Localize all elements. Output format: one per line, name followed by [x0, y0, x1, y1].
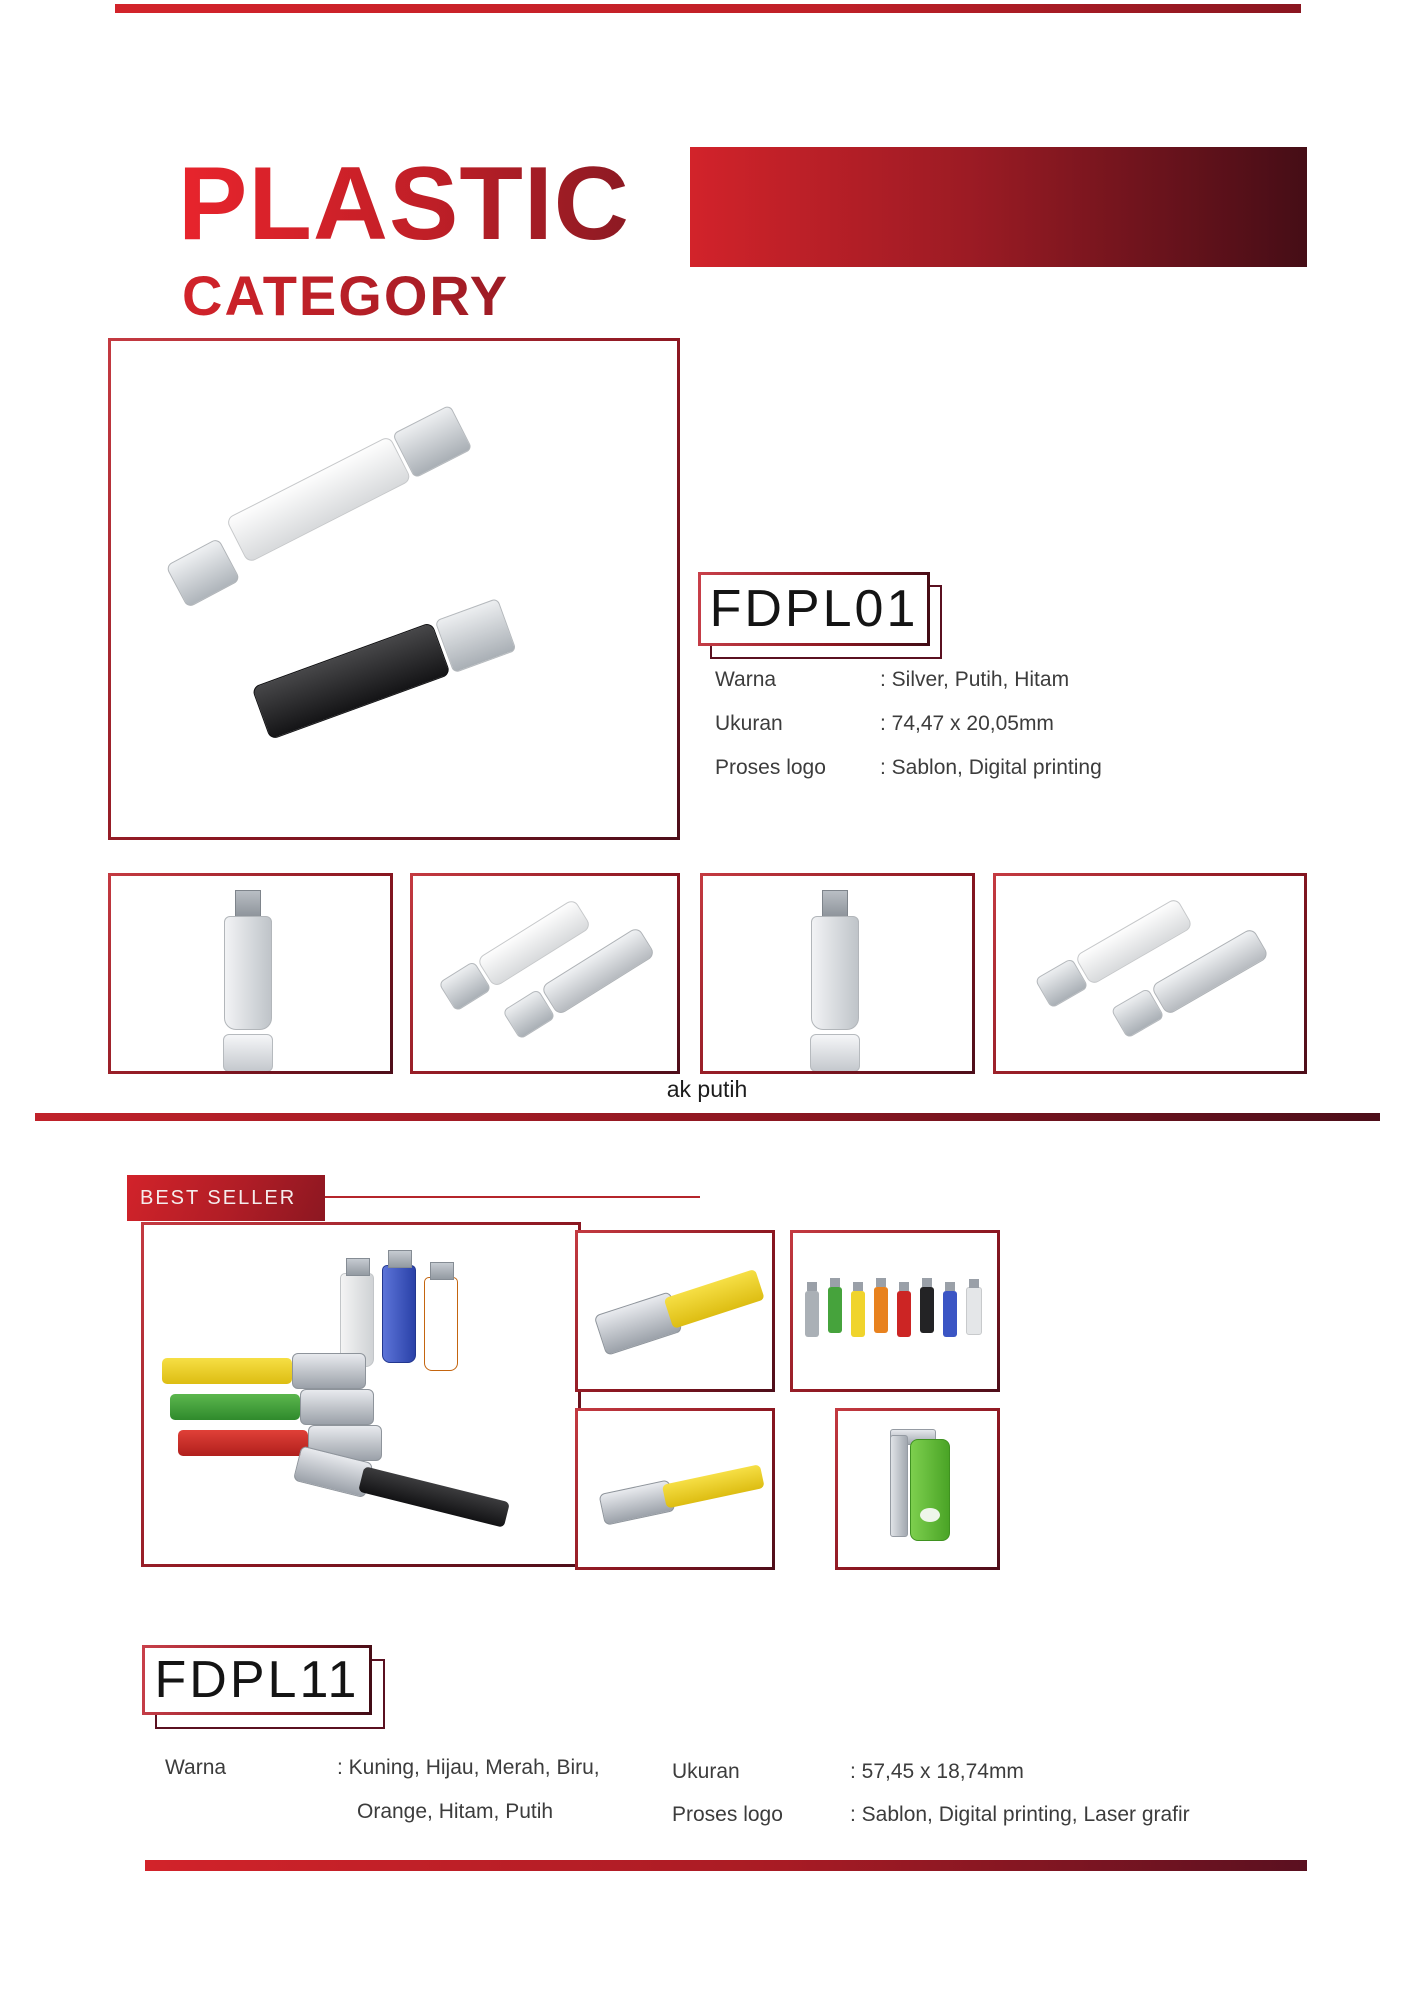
product-photo-fdpl01-thumb-3: [700, 873, 975, 1074]
photo-canvas: [413, 876, 677, 1071]
photo-canvas: [111, 341, 677, 837]
swivel-drive-black-graphic: [293, 1445, 511, 1532]
page-subtitle: CATEGORY: [182, 264, 510, 327]
mini-drive-orange-graphic: [874, 1287, 888, 1333]
mini-drive-black-graphic: [920, 1287, 934, 1333]
usb-cap-graphic: [223, 1034, 273, 1071]
mini-drive-red-graphic: [897, 1291, 911, 1337]
spec-value-warna: : Silver, Putih, Hitam: [880, 668, 1070, 691]
usb-drive-white-graphic: [225, 405, 472, 564]
swivel-drive-green-graphic: [178, 1389, 374, 1425]
usb-cap-graphic: [810, 1034, 860, 1071]
header-accent-rect: [690, 147, 1307, 267]
swivel-clip-arm-graphic: [890, 1435, 908, 1537]
product-code-box-fdpl11: [142, 1645, 372, 1715]
usb-connector-graphic: [430, 1262, 454, 1280]
product-photo-fdpl11-thumb-2: [790, 1230, 1000, 1392]
spec-value-proses-logo: : Sablon, Digital printing, Laser grafir: [850, 1803, 1190, 1826]
usb-connector-graphic: [346, 1258, 370, 1276]
usb-connector-graphic: [388, 1250, 412, 1268]
spec-value-ukuran: : 57,45 x 18,74mm: [850, 1760, 1024, 1783]
usb-drive-black-graphic: [251, 598, 516, 740]
photo-canvas: [838, 1411, 997, 1567]
best-seller-label: BEST SELLER: [140, 1186, 297, 1209]
top-accent-bar: [115, 4, 1301, 13]
product-photo-fdpl01-thumb-1: [108, 873, 393, 1074]
usb-connector-graphic: [822, 890, 848, 918]
section-divider-bar: [35, 1113, 1380, 1121]
product-photo-fdpl01-thumb-4: [993, 873, 1307, 1074]
best-seller-badge: [127, 1175, 325, 1221]
product-photo-fdpl01-main: [108, 338, 680, 840]
swivel-drive-yellow-graphic: [170, 1353, 366, 1389]
usb-drive-blue-upright-graphic: [382, 1265, 416, 1363]
usb-drive-silver-graphic: [224, 916, 272, 1030]
product-code: FDPL01: [701, 575, 927, 643]
mini-drive-white-graphic: [966, 1287, 982, 1335]
product-photo-fdpl11-thumb-3: [575, 1408, 775, 1570]
spec-value-proses-logo: : Sablon, Digital printing: [880, 756, 1102, 779]
product-photo-fdpl11-thumb-1: [575, 1230, 775, 1392]
swivel-drive-red-graphic: [186, 1425, 382, 1461]
spec-label-proses-logo: Proses logo: [672, 1803, 783, 1826]
spec-label-warna: Warna: [715, 668, 777, 691]
spec-value-warna-line2: Orange, Hitam, Putih: [357, 1800, 554, 1823]
swivel-drive-yellow-graphic: [594, 1264, 767, 1356]
usb-drive-silver-graphic: [811, 916, 859, 1030]
product-photo-fdpl11-main: [141, 1222, 581, 1567]
spec-label-ukuran: Ukuran: [672, 1760, 740, 1783]
product-photo-fdpl11-thumb-4: [835, 1408, 1000, 1570]
photo-canvas: [111, 876, 390, 1071]
swivel-drive-yellow-graphic: [598, 1460, 765, 1525]
photo-canvas: [793, 1233, 997, 1389]
spec-label-warna: Warna: [165, 1756, 227, 1779]
photo-canvas: [578, 1233, 772, 1389]
usb-connector-graphic: [235, 890, 261, 918]
photo-canvas: [996, 876, 1304, 1071]
product-code-box-fdpl01: [698, 572, 930, 646]
bottom-accent-bar: [145, 1860, 1307, 1871]
badge-line: [325, 1196, 700, 1198]
drive-button-graphic: [920, 1508, 940, 1522]
mini-drive-green-graphic: [828, 1287, 842, 1333]
product-code: FDPL11: [145, 1648, 369, 1712]
spec-value-warna-line1: : Kuning, Hijau, Merah, Biru,: [337, 1756, 600, 1779]
usb-drive-green-graphic: [910, 1439, 950, 1541]
photo-canvas: [703, 876, 972, 1071]
mini-drive-silver-graphic: [805, 1291, 819, 1337]
usb-drive-orange-upright-graphic: [424, 1277, 458, 1371]
spec-label-proses-logo: Proses logo: [715, 756, 826, 779]
product-photo-fdpl01-thumb-2: [410, 873, 680, 1074]
photo-canvas: [144, 1225, 578, 1564]
photo-caption: ak putih: [666, 1076, 748, 1102]
page-title: PLASTIC: [178, 146, 630, 262]
usb-cap-graphic: [165, 538, 241, 609]
spec-label-ukuran: Ukuran: [715, 712, 783, 735]
mini-drive-blue-graphic: [943, 1291, 957, 1337]
photo-canvas: [578, 1411, 772, 1567]
mini-drive-yellow-graphic: [851, 1291, 865, 1337]
spec-value-ukuran: : 74,47 x 20,05mm: [880, 712, 1054, 735]
